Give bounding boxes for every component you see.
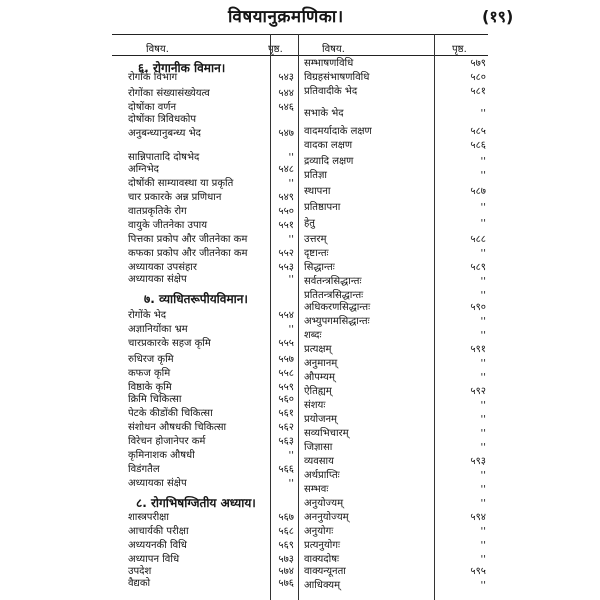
left-page-column-rule bbox=[270, 34, 271, 600]
left-entry-page: ५४६ bbox=[278, 102, 294, 113]
right-entry-title: वाक्यदोषः bbox=[304, 554, 339, 565]
left-entry-page: ५५३ bbox=[278, 262, 294, 273]
right-entry-page: '' bbox=[480, 400, 486, 411]
right-entry-title: सभाके भेद bbox=[304, 108, 344, 119]
left-entry-page: ५५९ bbox=[278, 382, 294, 393]
left-entry-page: ५४७ bbox=[278, 128, 294, 139]
left-entry-page: '' bbox=[288, 478, 294, 489]
right-entry-page: '' bbox=[480, 202, 486, 213]
left-subject-header: विषय. bbox=[146, 44, 169, 55]
right-entry-page: '' bbox=[480, 442, 486, 453]
right-entry-page: '' bbox=[480, 526, 486, 537]
left-entry-title: आचार्यकी परीक्षा bbox=[128, 526, 189, 537]
right-entry-title: ऐतिह्यम् bbox=[304, 386, 332, 397]
right-subject-header: विषय. bbox=[322, 44, 345, 55]
right-page-header: पृष्ठ. bbox=[452, 44, 467, 55]
right-entry-page: '' bbox=[480, 248, 486, 259]
left-entry-title: चार प्रकारके अन्न प्रणिधान bbox=[128, 192, 222, 203]
left-entry-page: ५४४ bbox=[278, 88, 294, 99]
right-entry-page: '' bbox=[480, 580, 486, 591]
left-entry-title: अध्यायका संक्षेप bbox=[128, 274, 187, 285]
left-entry-page: '' bbox=[288, 234, 294, 245]
section-heading-8: ८. रोगभिषग्जितीय अध्याय। bbox=[136, 496, 256, 510]
left-entry-title: दोषोंका त्रिविधकोप bbox=[128, 114, 197, 125]
section-heading-7: ७. व्याधितरूपीयविमान। bbox=[144, 292, 248, 306]
left-entry-title: रोगोंके विभाग bbox=[128, 72, 178, 83]
left-entry-page: ५७६ bbox=[278, 578, 294, 589]
left-entry-page: ५५४ bbox=[278, 310, 294, 321]
left-entry-title: वातप्रकृतिके रोग bbox=[128, 206, 187, 217]
left-entry-title: अनुबन्ध्यानुबन्ध्य भेद bbox=[128, 128, 201, 139]
page-number: (१९) bbox=[482, 7, 514, 26]
left-entry-title: रुधिरज कृमि bbox=[128, 354, 174, 365]
right-entry-page: ५८६ bbox=[470, 140, 486, 151]
right-entry-title: प्रयोजनम् bbox=[304, 414, 338, 425]
right-entry-title: विग्रहसंभाषणविधि bbox=[304, 72, 370, 83]
left-entry-page: ५४३ bbox=[278, 72, 294, 83]
right-entry-page: ५९० bbox=[470, 302, 486, 313]
left-entry-title: सान्निपातादि दोषभेद bbox=[128, 152, 200, 163]
left-entry-title: अध्यायका संक्षेप bbox=[128, 478, 187, 489]
left-entry-page: ५५७ bbox=[278, 354, 294, 365]
left-entry-page: '' bbox=[288, 450, 294, 461]
right-entry-title: सिद्धान्तः bbox=[304, 262, 335, 273]
left-entry-title: अध्यापन विधि bbox=[128, 554, 180, 565]
page-title: विषयानुक्रमणिका। bbox=[228, 7, 344, 27]
right-entry-page: ५८७ bbox=[470, 186, 486, 197]
right-entry-page: '' bbox=[480, 540, 486, 551]
right-page-column-rule bbox=[434, 34, 435, 600]
left-entry-page: ५५१ bbox=[278, 220, 294, 231]
left-entry-title: वैद्यको bbox=[128, 578, 151, 589]
right-entry-title: सर्वतन्त्रसिद्धान्तः bbox=[304, 276, 362, 287]
left-entry-page: '' bbox=[288, 274, 294, 285]
right-entry-title: प्रतिवादीके भेद bbox=[304, 86, 358, 97]
left-entry-page: ५४९ bbox=[278, 192, 294, 203]
right-entry-page: '' bbox=[480, 554, 486, 565]
left-entry-title: दोषोंकी साम्यावस्था या प्रकृति bbox=[128, 178, 234, 189]
right-entry-title: सम्भाषणविधि bbox=[304, 58, 354, 69]
right-entry-page: '' bbox=[480, 156, 486, 167]
left-entry-page: ५५२ bbox=[278, 248, 294, 259]
right-entry-page: '' bbox=[480, 498, 486, 509]
left-entry-title: वायुके जीतनेका उपाय bbox=[128, 220, 208, 231]
left-entry-title: अध्ययनकी विधि bbox=[128, 540, 187, 551]
right-entry-title: शब्दः bbox=[304, 330, 322, 341]
left-entry-page: ५६७ bbox=[278, 512, 294, 523]
right-entry-title: प्रतिज्ञा bbox=[304, 170, 327, 181]
left-entry-title: पित्तका प्रकोप और जीतनेका कम bbox=[128, 234, 248, 245]
right-entry-title: व्यवसाय bbox=[304, 456, 334, 467]
left-entry-title: अज्ञानियोंका भ्रम bbox=[128, 324, 188, 335]
right-entry-page: '' bbox=[480, 108, 486, 119]
left-entry-title: शास्त्रपरीक्षा bbox=[128, 512, 169, 523]
left-entry-page: ५६८ bbox=[278, 526, 294, 537]
right-entry-title: द्रव्यादि लक्षण bbox=[304, 156, 354, 167]
right-entry-page: '' bbox=[480, 276, 486, 287]
left-entry-title: रोगोंके भेद bbox=[128, 310, 167, 321]
right-entry-title: दृष्टान्तः bbox=[304, 248, 329, 259]
left-entry-page: ५५५ bbox=[278, 338, 294, 349]
left-entry-title: क्रिमि चिकित्सा bbox=[128, 394, 182, 405]
left-entry-page: '' bbox=[288, 152, 294, 163]
left-entry-page: ५७३ bbox=[278, 554, 294, 565]
right-entry-page: ५९४ bbox=[470, 512, 486, 523]
right-entry-page: ५९३ bbox=[470, 456, 486, 467]
right-entry-title: वादका लक्षण bbox=[304, 140, 353, 151]
right-entry-page: '' bbox=[480, 372, 486, 383]
right-entry-title: सम्भवः bbox=[304, 484, 329, 495]
right-entry-page: ५८९ bbox=[470, 262, 486, 273]
section-heading-6: ६. रोगानीक विमान। bbox=[138, 61, 226, 75]
right-entry-page: ५८५ bbox=[470, 126, 486, 137]
right-entry-page: '' bbox=[480, 290, 486, 301]
left-entry-title: उपदेश bbox=[128, 566, 152, 577]
right-entry-title: जिज्ञासा bbox=[304, 442, 333, 453]
center-column-rule bbox=[298, 34, 299, 600]
right-entry-page: ५९२ bbox=[470, 386, 486, 397]
right-entry-title: प्रतितन्त्रसिद्धान्तः bbox=[304, 290, 364, 301]
left-entry-title: विष्ठाके कृमि bbox=[128, 382, 172, 393]
right-entry-title: अनुयोगः bbox=[304, 526, 334, 537]
left-entry-title: विरेचन होजानेपर कर्म bbox=[128, 436, 206, 447]
right-entry-title: अभ्युपगमसिद्धान्तः bbox=[304, 316, 370, 327]
left-entry-title: कफज कृमि bbox=[128, 368, 171, 379]
right-entry-title: प्रतिष्ठापना bbox=[304, 202, 341, 213]
right-entry-title: अननुयोज्यम् bbox=[304, 512, 349, 523]
right-entry-title: प्रत्यक्षम् bbox=[304, 344, 332, 355]
right-entry-page: ५८१ bbox=[470, 86, 486, 97]
left-entry-title: रोगोंका संख्यासंख्येयत्व bbox=[128, 88, 210, 99]
left-entry-page: ५६६ bbox=[278, 464, 294, 475]
right-entry-title: अनुयोज्यम् bbox=[304, 498, 344, 509]
right-entry-title: उत्तरम् bbox=[304, 234, 327, 245]
right-entry-page: '' bbox=[480, 470, 486, 481]
left-entry-title: अग्निभेद bbox=[128, 164, 159, 175]
left-entry-page: ५६९ bbox=[278, 540, 294, 551]
right-entry-title: अधिकरणसिद्धान्तः bbox=[304, 302, 371, 313]
right-entry-page: ५८० bbox=[470, 72, 486, 83]
right-entry-title: स्थापना bbox=[304, 186, 331, 197]
left-entry-page: '' bbox=[288, 178, 294, 189]
right-entry-page: '' bbox=[480, 170, 486, 181]
right-entry-page: '' bbox=[480, 484, 486, 495]
left-entry-page: ५५० bbox=[278, 206, 294, 217]
right-entry-page: '' bbox=[480, 218, 486, 229]
right-entry-title: प्रत्यनुयोगः bbox=[304, 540, 340, 551]
left-entry-page: ५७४ bbox=[278, 566, 294, 577]
left-entry-page: ५४८ bbox=[278, 164, 294, 175]
right-entry-title: संशयः bbox=[304, 400, 326, 411]
top-rule bbox=[112, 34, 488, 35]
right-entry-page: '' bbox=[480, 414, 486, 425]
right-entry-page: '' bbox=[480, 316, 486, 327]
right-entry-title: आधिक्यम् bbox=[304, 580, 341, 591]
right-entry-title: वादमर्यादाके लक्षण bbox=[304, 126, 372, 137]
right-entry-title: सव्यभिचारम् bbox=[304, 428, 349, 439]
left-entry-page: '' bbox=[288, 324, 294, 335]
right-entry-title: वाक्यन्यूनता bbox=[304, 566, 346, 577]
right-entry-page: ५७९ bbox=[470, 58, 486, 69]
right-entry-title: अर्थप्राप्तिः bbox=[304, 470, 340, 481]
right-entry-page: '' bbox=[480, 330, 486, 341]
left-entry-page: ५६३ bbox=[278, 436, 294, 447]
left-entry-title: पेटके कीडोंकी चिकित्सा bbox=[128, 408, 213, 419]
left-entry-title: चारप्रकारके सहज कृमि bbox=[128, 338, 211, 349]
right-entry-title: हेतु bbox=[304, 218, 316, 229]
left-entry-page: ५६१ bbox=[278, 408, 294, 419]
left-entry-title: संशोधन औषधकी चिकित्सा bbox=[128, 422, 227, 433]
left-page-header: पृष्ठ. bbox=[268, 44, 283, 55]
right-entry-title: औपम्यम् bbox=[304, 372, 335, 383]
left-entry-title: दोषोंका वर्णन bbox=[128, 102, 177, 113]
header-rule bbox=[112, 55, 488, 56]
right-entry-page: ५८८ bbox=[470, 234, 486, 245]
right-entry-page: '' bbox=[480, 358, 486, 369]
right-entry-page: ५९१ bbox=[470, 344, 486, 355]
left-entry-title: कफका प्रकोप और जीतनेका कम bbox=[128, 248, 248, 259]
left-entry-title: विडंगतैल bbox=[128, 464, 160, 475]
left-entry-page: ५६० bbox=[278, 394, 294, 405]
right-entry-page: ५९५ bbox=[470, 566, 486, 577]
right-entry-title: अनुमानम् bbox=[304, 358, 338, 369]
left-entry-page: ५६२ bbox=[278, 422, 294, 433]
left-entry-page: ५५८ bbox=[278, 368, 294, 379]
right-entry-page: '' bbox=[480, 428, 486, 439]
left-entry-title: अध्यायका उपसंहार bbox=[128, 262, 197, 273]
left-entry-title: कृमिनाशक औषधी bbox=[128, 450, 195, 461]
